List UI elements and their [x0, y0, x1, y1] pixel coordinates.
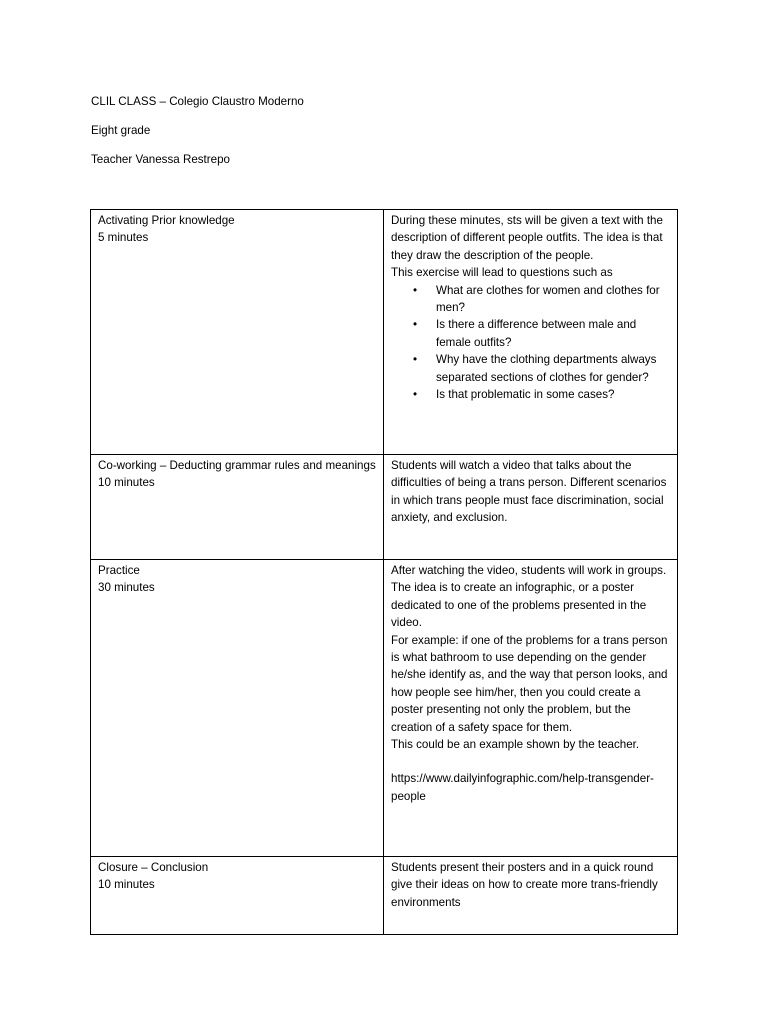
activity-cell — [384, 857, 678, 935]
activity-text: For example: if one of the problems for a trans person is what bathroom to use depending on the gender he/she identify as, and the way that person looks, and how people see him/her, then you could create a poster presenting not only the problem, but the creation of a safety space for them. — [391, 633, 668, 734]
stage-duration: 30 minutes — [98, 581, 155, 595]
activity-text: After watching the video, students will work in groups. The idea is to create an infographic, or a poster dedicated to one of the problems presented in the video. — [391, 564, 667, 630]
lesson-plan-table — [90, 209, 678, 935]
list-item: • Is that problematic in some cases? — [436, 386, 670, 403]
table-row — [91, 857, 678, 935]
stage-title: Co-working – Deducting grammar rules and meanings — [98, 459, 376, 472]
stage-cell — [91, 210, 384, 455]
list-item: • What are clothes for women and clothes for men? — [436, 282, 670, 317]
stage-cell — [91, 455, 384, 560]
stage-cell — [91, 560, 384, 857]
activity-cell — [384, 560, 678, 857]
activity-cell — [384, 210, 678, 455]
list-item: • Why have the clothing departments always separated sections of clothes for gender? — [436, 351, 670, 386]
question-list — [391, 282, 670, 404]
class-title: CLIL CLASS – Colegio Claustro Moderno — [91, 95, 304, 108]
activity-text: Students will watch a video that talks about the difficulties of being a trans person. Different scenarios in which trans people must face discrimination, social anxiety, and exclusion. — [391, 459, 667, 525]
stage-duration: 5 minutes — [98, 231, 149, 245]
table-row — [91, 560, 678, 857]
activity-cell — [384, 455, 678, 560]
activity-text: This exercise will lead to questions such as — [391, 266, 613, 280]
list-item: • Is there a difference between male and female outfits? — [436, 316, 670, 351]
reference-link[interactable]: https://www.dailyinfographic.com/help-transgender-people — [391, 772, 654, 803]
stage-duration: 10 minutes — [98, 476, 155, 490]
teacher-name: Teacher Vanessa Restrepo — [91, 153, 230, 166]
stage-title: Practice — [98, 564, 140, 577]
stage-duration: 10 minutes — [98, 878, 155, 892]
table-row — [91, 210, 678, 455]
activity-text: Students present their posters and in a quick round give their ideas on how to create more trans-friendly environments — [391, 861, 658, 909]
document-header — [91, 93, 691, 180]
stage-title: Closure – Conclusion — [98, 861, 209, 874]
activity-text: During these minutes, sts will be given a text with the description of different people outfits. The idea is that they draw the description of the people. — [391, 214, 663, 262]
stage-title: Activating Prior knowledge — [98, 214, 235, 227]
grade-label: Eight grade — [91, 124, 151, 137]
stage-cell — [91, 857, 384, 935]
activity-text: This could be an example shown by the teacher. — [391, 738, 640, 752]
table-row — [91, 455, 678, 560]
